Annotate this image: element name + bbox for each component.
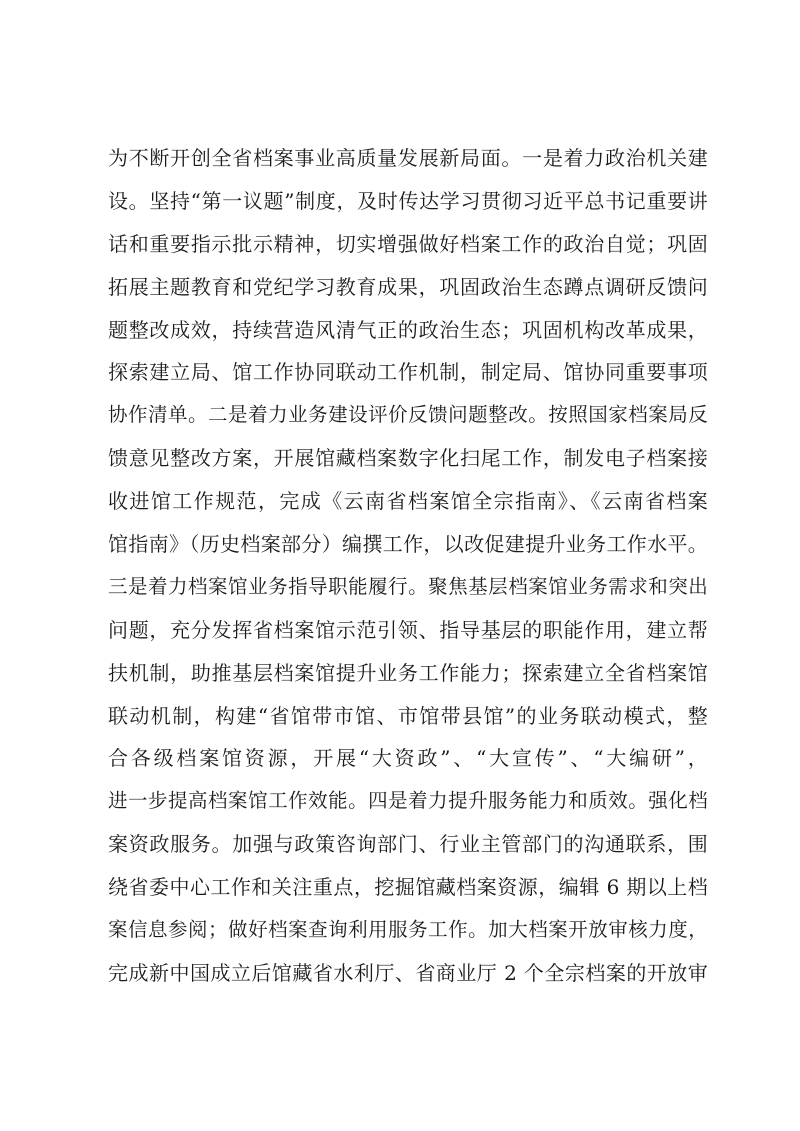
text-line: 拓展主题教育和党纪学习教育成果，巩固政治生态蹲点调研反馈问	[108, 274, 708, 299]
text-line: 收进馆工作规范，完成《云南省档案馆全宗指南》、《云南省档案	[108, 489, 708, 514]
text-line: 联动机制，构建“省馆带市馆、市馆带县馆”的业务联动模式，整	[108, 703, 708, 728]
text-line: 探索建立局、馆工作协同联动工作机制，制定局、馆协同重要事项	[108, 360, 708, 385]
text-line: 设。坚持“第一议题”制度，及时传达学习贯彻习近平总书记重要讲	[108, 188, 708, 213]
text-line: 为不断开创全省档案事业高质量发展新局面。一是着力政治机关建	[108, 146, 708, 170]
text-line: 馆指南》（历史档案部分）编撰工作，以改促建提升业务工作水平。	[108, 532, 708, 557]
text-line: 绕省委中心工作和关注重点，挖掘馆藏档案资源，编辑 6 期以上档	[108, 875, 708, 900]
text-line: 题整改成效，持续营造风清气正的政治生态；巩固机构改革成果，	[108, 317, 708, 342]
text-line: 进一步提高档案馆工作效能。四是着力提升服务能力和质效。强化档	[108, 789, 708, 813]
text-line: 馈意见整改方案，开展馆藏档案数字化扫尾工作，制发电子档案接	[108, 446, 708, 471]
text-line: 案信息参阅；做好档案查询利用服务工作。加大档案开放审核力度，	[108, 918, 708, 942]
text-line: 协作清单。二是着力业务建设评价反馈问题整改。按照国家档案局反	[108, 403, 708, 427]
text-line: 三是着力档案馆业务指导职能履行。聚焦基层档案馆业务需求和突出	[108, 574, 708, 598]
text-line: 完成新中国成立后馆藏省水利厅、省商业厅 2 个全宗档案的开放审	[108, 960, 708, 985]
text-line: 话和重要指示批示精神，切实增强做好档案工作的政治自觉；巩固	[108, 231, 708, 256]
text-line: 扶机制，助推基层档案馆提升业务工作能力；探索建立全省档案馆	[108, 660, 708, 685]
text-line: 问题，充分发挥省档案馆示范引领、指导基层的职能作用，建立帮	[108, 617, 708, 642]
text-line: 案资政服务。加强与政策咨询部门、行业主管部门的沟通联系，围	[108, 832, 708, 857]
text-line: 合各级档案馆资源，开展“大资政”、“大宣传”、“大编研”，	[108, 746, 708, 771]
body-paragraph	[108, 137, 708, 995]
